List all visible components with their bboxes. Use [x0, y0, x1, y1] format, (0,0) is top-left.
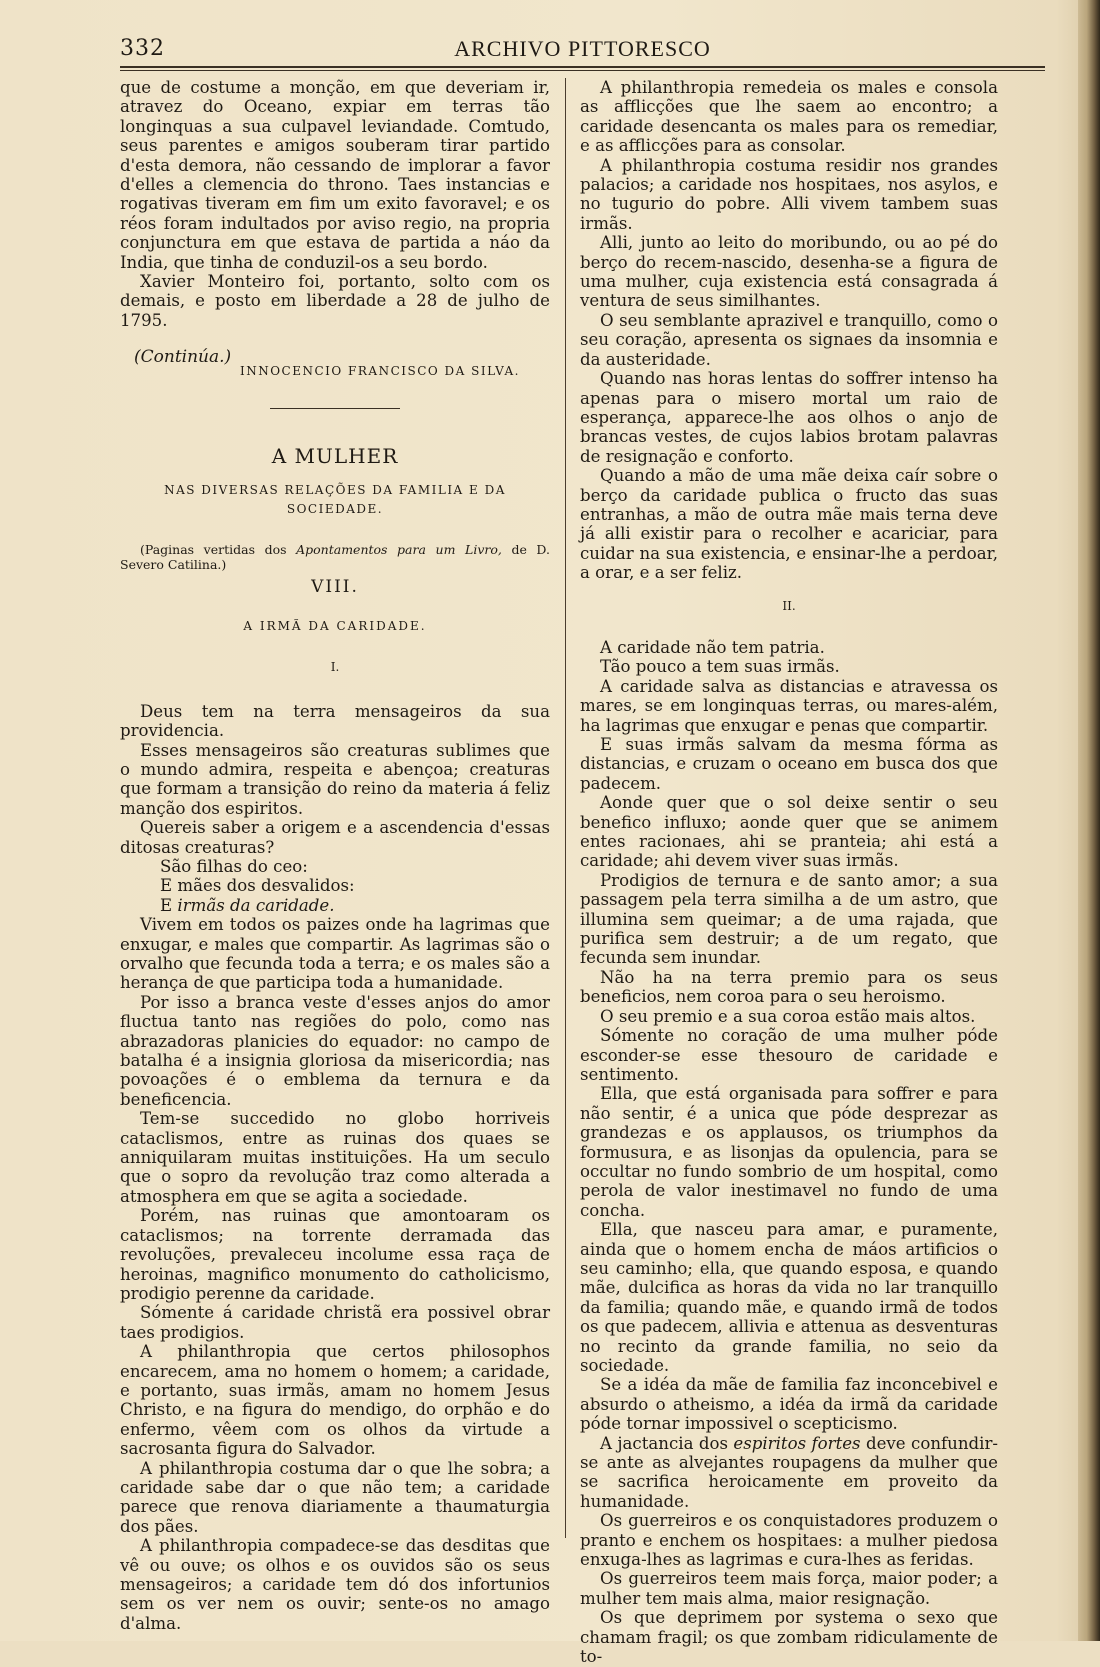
chapter-title: A IRMÃ DA CARIDADE. [243, 618, 427, 633]
paragraph: O seu premio e a sua coroa estão mais altos. [600, 1006, 976, 1026]
paragraph: Quando a mão de uma mãe deixa caír sobre o berço da caridade publica o fructo das suas entranhas, a mão de outra mãe mais terna deve já alli existir para o recolher e acariciar, para cuidar na sua existencia, e ensinar-lhe a perdoar, a orar, e a ser feliz. [580, 466, 998, 583]
paragraph: Tão pouco a tem suas irmãs. [600, 657, 840, 677]
jactancia-end: deve confundir-se ante as alvejantes roupagens da mulher que se sacrifica heroicamente em proveito da humanidade. [580, 1433, 998, 1511]
paragraph: A philanthropia remedeia os males e consola as afflicções que lhe saem ao encontro; a caridade desencanta os males para os remediar, e as afflicções para as consolar. [580, 78, 998, 156]
paragraph: Tem-se succedido no globo horriveis cataclismos, entre as ruinas dos quaes se anniquilaram muitas instituições. Ha um seculo que o sopro da revolução traz como alterada a atmosphera em que se agita a sociedade. [120, 1109, 550, 1206]
header-rule-thin [120, 70, 1045, 71]
paragraph: A philanthropia costuma residir nos grandes palacios; a caridade nos hospitaes, nos asylos, e no tugurio do pobre. Alli vivem tambem suas irmãs. [580, 155, 998, 233]
section-numeral: I. [330, 660, 340, 675]
source-note-start: (Paginas vertidas dos [140, 541, 297, 557]
paragraph [580, 1434, 998, 1512]
verse-italic: irmãs da caridade. [177, 895, 335, 915]
paragraph: A philanthropia que certos philosophos encarecem, ama no homem o homem; a caridade, e portanto, suas irmãs, amam no homem Jesus Christo, e na figura do mendigo, do orphão e do enfermo, vêem com os olhos da virtude a sacrosanta figura do Salvador. [120, 1342, 550, 1459]
chapter-number: VIII. [311, 576, 359, 597]
section-numeral: II. [782, 598, 796, 613]
binding-edge [1078, 0, 1100, 1641]
source-note [120, 542, 550, 572]
paragraph: A caridade não tem patria. [600, 637, 825, 657]
paragraph: Ella, que está organisada para soffrer e para não sentir, é a unica que póde desprezar as grandezas e os applausos, os triumphos da formusura, e as lisonjas da opulencia, para se occultar no fundo sombrio de um hospital, como perola de valor inestimavel no fundo de uma concha. [580, 1084, 998, 1220]
paragraph: Se a idéa da mãe de familia faz inconcebivel e absurdo o atheismo, a idéa da irmã da caridade póde tornar impossivel o scepticismo. [580, 1375, 998, 1434]
paragraph: Prodigios de ternura e de santo amor; a sua passagem pela terra similha a de um astro, que illumina sem queimar; a de uma rajada, que purifica sem destruir; a de um regato, que fecunda sem inundar. [580, 870, 998, 968]
signature-row [120, 347, 550, 379]
verse-line [120, 896, 550, 915]
verse-line: São filhas do ceo: [160, 856, 308, 876]
right-column [580, 78, 998, 1667]
paragraph: A philanthropia costuma dar o que lhe sobra; a caridade sabe dar o que não tem; a caridade parece que renova diariamente a thaumaturgia dos pães. [120, 1458, 550, 1536]
paragraph: A philanthropia compadece-se das desditas que vê ou ouve; os olhos e os ouvidos são os seus mensageiros; a caridade tem dó dos infortunios sem os ver nem os ouvir; sente-os no amago d'alma. [120, 1536, 550, 1633]
paragraph: Por isso a branca veste d'esses anjos do amor fluctua tanto nas regiões do polo, como nas abrazadoras planicies do equador: no campo de batalha é a insignia gloriosa da misericordia; nas povoações é o emblema da ternura e da beneficencia. [120, 992, 550, 1109]
verse-start: E [160, 895, 178, 915]
jactancia-italic: espiritos fortes [733, 1433, 861, 1453]
paragraph: Porém, nas ruinas que amontoaram os cataclismos; na torrente derramada das revoluções, prevaleceu incolume essa raça de heroinas, magnifico monumento do catholicismo, prodigio perenne da caridade. [120, 1206, 550, 1303]
paragraph: Quando nas horas lentas do soffrer intenso ha apenas para o misero mortal um raio de esperança, apparece-lhe aos olhos o anjo de brancas vestes, de cujos labios brotam palavras de resignação e conforto. [580, 369, 998, 466]
paragraph: Os guerreiros teem mais força, maior poder; a mulher tem mais alma, maior resignação. [580, 1569, 998, 1608]
paragraph: que de costume a monção, em que deveriam ir, atravez do Oceano, expiar em terras tão longinquas a sua culpavel leviandade. Comtudo, seus parentes e amigos souberam tirar partido d'esta demora, não cessando de implorar a favor d'elles a clemencia do throno. Taes instancias e rogativas tiveram em fim um exito favoravel; e os réos foram indultados por aviso regio, na propria conjunctura em que estava de partida a náo da India, que tinha de conduzil-os a seu bordo. [120, 78, 550, 272]
paragraph: Esses mensageiros são creaturas sublimes que o mundo admira, respeita e abençoa; creaturas que formam a transição do reino da materia á feliz manção dos espiritos. [120, 740, 550, 818]
continua-note: (Continúa.) [134, 347, 232, 368]
paragraph: Os que deprimem por systema o sexo que chamam fragil; os que zombam ridiculamente de to- [580, 1608, 998, 1667]
verse-line: E mães dos desvalidos: [160, 876, 355, 896]
paragraph: Alli, junto ao leito do moribundo, ou ao pé do berço do recem-nascido, desenha-se a figura de uma mulher, cuja existencia está consagrada á ventura de seus similhantes. [580, 233, 998, 311]
jactancia-start: A jactancia dos [600, 1433, 734, 1453]
paragraph: Não ha na terra premio para os seus beneficios, nem coroa para o seu heroismo. [580, 967, 998, 1007]
paragraph: Xavier Monteiro foi, portanto, solto com os demais, e posto em liberdade a 28 de julho de 1795. [120, 272, 550, 330]
left-column [120, 78, 550, 1633]
paragraph: E suas irmãs salvam da mesma fórma as distancias, e cruzam o oceano em busca dos que padecem. [580, 735, 998, 793]
paragraph: Deus tem na terra mensageiros da sua providencia. [120, 701, 550, 741]
source-note-end: de D. Severo Catilina.) [120, 541, 550, 572]
paragraph: O seu semblante aprazivel e tranquillo, como o seu coração, apresenta os signaes da insomnia e da austeridade. [580, 310, 998, 369]
author-signature: INNOCENCIO FRANCISCO DA SILVA. [239, 364, 520, 379]
page-header [120, 32, 1045, 66]
journal-title: ARCHIVO PITTORESCO [454, 36, 711, 61]
source-note-title: Apontamentos para um Livro, [296, 541, 502, 557]
header-rule [120, 66, 1045, 68]
article-subtitle: NAS DIVERSAS RELAÇÕES DA FAMILIA E DA SOCIEDADE. [164, 482, 506, 517]
paragraph: Sómente á caridade christã era possivel obrar taes prodigios. [120, 1303, 550, 1342]
paragraph: Vivem em todos os paizes onde ha lagrimas que enxugar, e males que compartir. As lagrimas são o orvalho que fecunda toda a terra; e os males são a herança de que participa toda a humanidade. [120, 915, 550, 993]
column-divider [565, 78, 566, 1538]
paragraph: Os guerreiros e os conquistadores produzem o pranto e enchem os hospitaes: a mulher piedosa enxuga-lhes as lagrimas e cura-lhes as feridas. [580, 1511, 998, 1570]
article-title: A MULHER [271, 444, 399, 469]
page-number: 332 [120, 36, 165, 61]
paragraph: Ella, que nasceu para amar, e puramente, ainda que o homem encha de máos artificios o seu caminho; ella, que quando esposa, e quando mãe, dulcifica as horas da vida no lar tranquillo da familia; quando mãe, e quando irmã de todos os que padecem, allivia e attenua as desventuras no recinto da grande familia, no seio da sociedade. [580, 1220, 998, 1375]
paragraph: A caridade salva as distancias e atravessa os mares, se em longinquas terras, ou mares-além, ha lagrimas que enxugar e penas que compartir. [580, 676, 998, 735]
paragraph: Aonde quer que o sol deixe sentir o seu benefico influxo; aonde quer que se animem entes racionaes, ahi se pranteia; ahi está a caridade; ahi devem viver suas irmãs. [580, 793, 998, 871]
paragraph: Quereis saber a origem e a ascendencia d'essas ditosas creaturas? [120, 818, 550, 857]
paragraph: Sómente no coração de uma mulher póde esconder-se esse thesouro de caridade e sentimento. [580, 1026, 998, 1084]
section-separator [270, 408, 400, 409]
